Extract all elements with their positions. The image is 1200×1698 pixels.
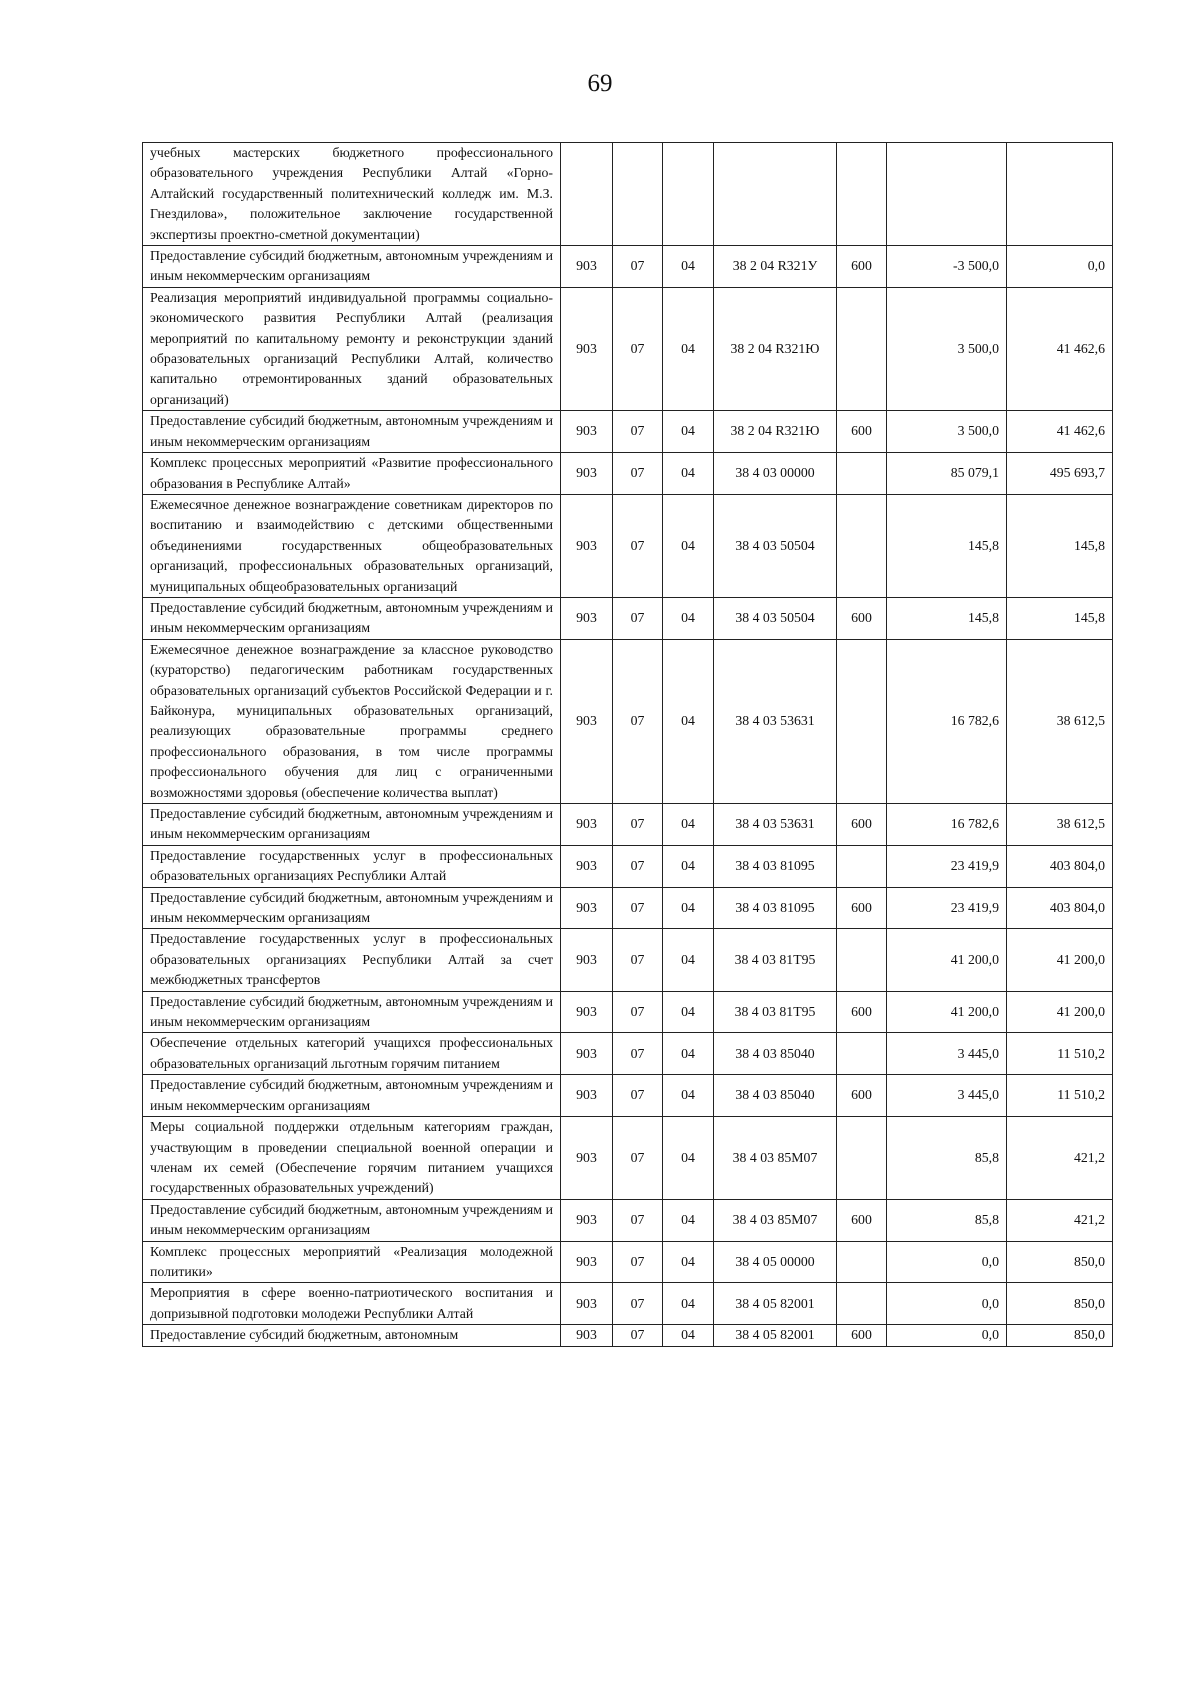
cell-section: 07: [613, 1241, 663, 1283]
row-name: Ежемесячное денежное вознаграждение советникам директоров по воспитанию и взаимодействию с детскими общественными объединениями государственных общеобразовательных организаций, профессиональных образовательных организаций, муниципальных общеобразовательных организаций: [143, 494, 561, 597]
page-number: 69: [587, 70, 613, 97]
cell-subsection: 04: [663, 804, 714, 846]
cell-grbs: 903: [561, 1117, 613, 1200]
cell-section: 07: [613, 845, 663, 887]
cell-amount-1: 3 445,0: [887, 1033, 1007, 1075]
cell-amount-1: 0,0: [887, 1325, 1007, 1346]
cell-target-article: 38 4 03 50504: [714, 597, 837, 639]
table-row: [143, 1283, 1113, 1325]
cell-expense-type: [837, 1241, 887, 1283]
table-row: [143, 411, 1113, 453]
row-name: Предоставление субсидий бюджетным, автономным учреждениям и иным некоммерческим организациям: [143, 887, 561, 929]
cell-expense-type: 600: [837, 597, 887, 639]
cell-subsection: 04: [663, 411, 714, 453]
cell-target-article: [714, 143, 837, 246]
cell-section: 07: [613, 1117, 663, 1200]
cell-subsection: 04: [663, 1075, 714, 1117]
cell-section: 07: [613, 991, 663, 1033]
cell-subsection: 04: [663, 1325, 714, 1346]
cell-grbs: 903: [561, 453, 613, 495]
row-name: Предоставление субсидий бюджетным, автономным учреждениям и иным некоммерческим организациям: [143, 411, 561, 453]
cell-subsection: 04: [663, 1241, 714, 1283]
table-row: [143, 453, 1113, 495]
cell-target-article: 38 4 03 53631: [714, 804, 837, 846]
cell-expense-type: [837, 929, 887, 991]
cell-amount-2: 403 804,0: [1007, 887, 1113, 929]
cell-expense-type: [837, 639, 887, 803]
cell-grbs: 903: [561, 1283, 613, 1325]
row-name: Предоставление субсидий бюджетным, автономным учреждениям и иным некоммерческим организациям: [143, 804, 561, 846]
cell-target-article: 38 2 04 R321У: [714, 246, 837, 288]
cell-subsection: 04: [663, 1033, 714, 1075]
cell-expense-type: [837, 1033, 887, 1075]
cell-subsection: 04: [663, 845, 714, 887]
cell-section: 07: [613, 804, 663, 846]
cell-amount-2: 41 462,6: [1007, 411, 1113, 453]
cell-expense-type: 600: [837, 1325, 887, 1346]
row-name: Обеспечение отдельных категорий учащихся профессиональных образовательных организаций льготным горячим питанием: [143, 1033, 561, 1075]
cell-amount-1: 3 500,0: [887, 287, 1007, 410]
cell-target-article: 38 4 03 81095: [714, 887, 837, 929]
row-name: Меры социальной поддержки отдельным категориям граждан, участвующим в проведении специальной военной операции и членам их семей (Обеспечение горячим питанием учащихся государственных образовательных учреждений): [143, 1117, 561, 1200]
cell-amount-1: 41 200,0: [887, 929, 1007, 991]
cell-subsection: 04: [663, 597, 714, 639]
cell-target-article: 38 4 03 53631: [714, 639, 837, 803]
table-row: [143, 639, 1113, 803]
cell-subsection: 04: [663, 287, 714, 410]
row-name: Предоставление субсидий бюджетным, автономным учреждениям и иным некоммерческим организациям: [143, 597, 561, 639]
cell-amount-2: 403 804,0: [1007, 845, 1113, 887]
cell-grbs: 903: [561, 845, 613, 887]
cell-grbs: 903: [561, 929, 613, 991]
cell-expense-type: 600: [837, 991, 887, 1033]
table-row: [143, 1075, 1113, 1117]
cell-amount-1: -3 500,0: [887, 246, 1007, 288]
cell-amount-2: 850,0: [1007, 1283, 1113, 1325]
cell-target-article: 38 4 05 00000: [714, 1241, 837, 1283]
cell-amount-1: 3 445,0: [887, 1075, 1007, 1117]
cell-amount-2: 11 510,2: [1007, 1075, 1113, 1117]
cell-amount-1: 85 079,1: [887, 453, 1007, 495]
cell-target-article: 38 4 03 85М07: [714, 1117, 837, 1200]
table-row: [143, 845, 1113, 887]
cell-grbs: 903: [561, 411, 613, 453]
cell-section: 07: [613, 929, 663, 991]
cell-amount-2: 145,8: [1007, 494, 1113, 597]
row-name: Реализация мероприятий индивидуальной программы социально-экономического развития Республики Алтай (реализация мероприятий по капитальному ремонту и реконструкции зданий образовательных организаций Республики Алтай, количество капитально отремонтированных зданий образовательных организаций): [143, 287, 561, 410]
cell-section: 07: [613, 1033, 663, 1075]
cell-subsection: 04: [663, 453, 714, 495]
cell-amount-1: 16 782,6: [887, 639, 1007, 803]
table-row: [143, 246, 1113, 288]
cell-section: [613, 143, 663, 246]
cell-target-article: 38 4 03 81095: [714, 845, 837, 887]
cell-target-article: 38 4 03 50504: [714, 494, 837, 597]
row-name: Мероприятия в сфере военно-патриотического воспитания и допризывной подготовки молодежи Республики Алтай: [143, 1283, 561, 1325]
cell-target-article: 38 4 05 82001: [714, 1325, 837, 1346]
cell-target-article: 38 4 03 81Т95: [714, 929, 837, 991]
cell-amount-1: 0,0: [887, 1241, 1007, 1283]
cell-expense-type: [837, 845, 887, 887]
cell-section: 07: [613, 887, 663, 929]
cell-expense-type: 600: [837, 887, 887, 929]
cell-target-article: 38 4 03 85М07: [714, 1199, 837, 1241]
cell-section: 07: [613, 639, 663, 803]
cell-grbs: 903: [561, 287, 613, 410]
cell-amount-2: 421,2: [1007, 1199, 1113, 1241]
cell-grbs: [561, 143, 613, 246]
cell-amount-1: 0,0: [887, 1283, 1007, 1325]
cell-amount-2: 421,2: [1007, 1117, 1113, 1200]
row-name: Ежемесячное денежное вознаграждение за классное руководство (кураторство) педагогическим работникам государственных образовательных организаций субъектов Российской Федерации и г. Байконура, муниципальных образовательных организаций, реализующих образовательные программы среднего профессионального образования, в том числе программы профессионального обучения для лиц с ограниченными возможностями здоровья (обеспечение количества выплат): [143, 639, 561, 803]
cell-target-article: 38 4 03 85040: [714, 1075, 837, 1117]
cell-expense-type: [837, 494, 887, 597]
cell-section: 07: [613, 246, 663, 288]
cell-amount-2: 850,0: [1007, 1241, 1113, 1283]
row-name: Предоставление субсидий бюджетным, автономным: [143, 1325, 561, 1346]
table-row: [143, 597, 1113, 639]
cell-target-article: 38 4 03 00000: [714, 453, 837, 495]
cell-expense-type: 600: [837, 246, 887, 288]
cell-amount-1: 41 200,0: [887, 991, 1007, 1033]
cell-target-article: 38 2 04 R321Ю: [714, 287, 837, 410]
cell-section: 07: [613, 411, 663, 453]
cell-grbs: 903: [561, 597, 613, 639]
row-name: Предоставление субсидий бюджетным, автономным учреждениям и иным некоммерческим организациям: [143, 1199, 561, 1241]
cell-subsection: 04: [663, 1283, 714, 1325]
cell-expense-type: [837, 1117, 887, 1200]
cell-expense-type: [837, 143, 887, 246]
cell-amount-2: 38 612,5: [1007, 804, 1113, 846]
row-name: учебных мастерских бюджетного профессионального образовательного учреждения Республики Алтай «Горно-Алтайский государственный политехнический колледж им. М.З. Гнездилова», положительное заключение государственной экспертизы проектно-сметной документации): [143, 143, 561, 246]
row-name: Комплекс процессных мероприятий «Реализация молодежной политики»: [143, 1241, 561, 1283]
cell-amount-2: 38 612,5: [1007, 639, 1113, 803]
cell-grbs: 903: [561, 804, 613, 846]
cell-expense-type: [837, 287, 887, 410]
cell-expense-type: 600: [837, 1075, 887, 1117]
cell-grbs: 903: [561, 1075, 613, 1117]
cell-subsection: 04: [663, 494, 714, 597]
table-row: [143, 1325, 1113, 1346]
cell-subsection: 04: [663, 1199, 714, 1241]
table-row: [143, 991, 1113, 1033]
cell-target-article: 38 2 04 R321Ю: [714, 411, 837, 453]
cell-amount-1: 3 500,0: [887, 411, 1007, 453]
cell-amount-1: 23 419,9: [887, 845, 1007, 887]
cell-subsection: 04: [663, 929, 714, 991]
cell-target-article: 38 4 05 82001: [714, 1283, 837, 1325]
cell-amount-1: 85,8: [887, 1199, 1007, 1241]
cell-target-article: 38 4 03 85040: [714, 1033, 837, 1075]
cell-expense-type: 600: [837, 1199, 887, 1241]
cell-grbs: 903: [561, 1033, 613, 1075]
cell-amount-2: 0,0: [1007, 246, 1113, 288]
row-name: Предоставление субсидий бюджетным, автономным учреждениям и иным некоммерческим организациям: [143, 246, 561, 288]
cell-amount-2: 850,0: [1007, 1325, 1113, 1346]
cell-grbs: 903: [561, 639, 613, 803]
cell-amount-2: 41 200,0: [1007, 991, 1113, 1033]
row-name: Предоставление субсидий бюджетным, автономным учреждениям и иным некоммерческим организациям: [143, 991, 561, 1033]
cell-amount-2: 11 510,2: [1007, 1033, 1113, 1075]
cell-expense-type: [837, 453, 887, 495]
row-name: Комплекс процессных мероприятий «Развитие профессионального образования в Республике Алтай»: [143, 453, 561, 495]
cell-grbs: 903: [561, 246, 613, 288]
cell-subsection: 04: [663, 246, 714, 288]
cell-section: 07: [613, 597, 663, 639]
cell-subsection: 04: [663, 1117, 714, 1200]
cell-amount-1: 145,8: [887, 494, 1007, 597]
cell-subsection: 04: [663, 887, 714, 929]
cell-expense-type: 600: [837, 804, 887, 846]
cell-amount-1: 23 419,9: [887, 887, 1007, 929]
budget-table: [142, 142, 1113, 1347]
budget-table-body: [143, 143, 1113, 1347]
cell-grbs: 903: [561, 991, 613, 1033]
table-row: [143, 1241, 1113, 1283]
cell-amount-2: 495 693,7: [1007, 453, 1113, 495]
cell-amount-1: 145,8: [887, 597, 1007, 639]
table-row: [143, 1117, 1113, 1200]
cell-amount-1: [887, 143, 1007, 246]
cell-target-article: 38 4 03 81Т95: [714, 991, 837, 1033]
cell-subsection: [663, 143, 714, 246]
cell-amount-1: 85,8: [887, 1117, 1007, 1200]
table-row: [143, 929, 1113, 991]
cell-section: 07: [613, 494, 663, 597]
cell-subsection: 04: [663, 991, 714, 1033]
row-name: Предоставление государственных услуг в профессиональных образовательных организациях Республики Алтай за счет межбюджетных трансфертов: [143, 929, 561, 991]
table-row: [143, 494, 1113, 597]
cell-grbs: 903: [561, 1241, 613, 1283]
cell-section: 07: [613, 287, 663, 410]
cell-subsection: 04: [663, 639, 714, 803]
cell-grbs: 903: [561, 1199, 613, 1241]
cell-grbs: 903: [561, 887, 613, 929]
cell-amount-1: 16 782,6: [887, 804, 1007, 846]
cell-amount-2: 145,8: [1007, 597, 1113, 639]
cell-expense-type: [837, 1283, 887, 1325]
cell-section: 07: [613, 1325, 663, 1346]
table-row: [143, 1033, 1113, 1075]
cell-expense-type: 600: [837, 411, 887, 453]
table-row: [143, 804, 1113, 846]
cell-section: 07: [613, 1199, 663, 1241]
table-row: [143, 287, 1113, 410]
cell-grbs: 903: [561, 1325, 613, 1346]
table-row: [143, 1199, 1113, 1241]
table-row: [143, 143, 1113, 246]
cell-grbs: 903: [561, 494, 613, 597]
cell-amount-2: 41 200,0: [1007, 929, 1113, 991]
cell-section: 07: [613, 1075, 663, 1117]
table-row: [143, 887, 1113, 929]
cell-section: 07: [613, 1283, 663, 1325]
row-name: Предоставление государственных услуг в профессиональных образовательных организациях Республики Алтай: [143, 845, 561, 887]
row-name: Предоставление субсидий бюджетным, автономным учреждениям и иным некоммерческим организациям: [143, 1075, 561, 1117]
cell-amount-2: [1007, 143, 1113, 246]
cell-section: 07: [613, 453, 663, 495]
cell-amount-2: 41 462,6: [1007, 287, 1113, 410]
